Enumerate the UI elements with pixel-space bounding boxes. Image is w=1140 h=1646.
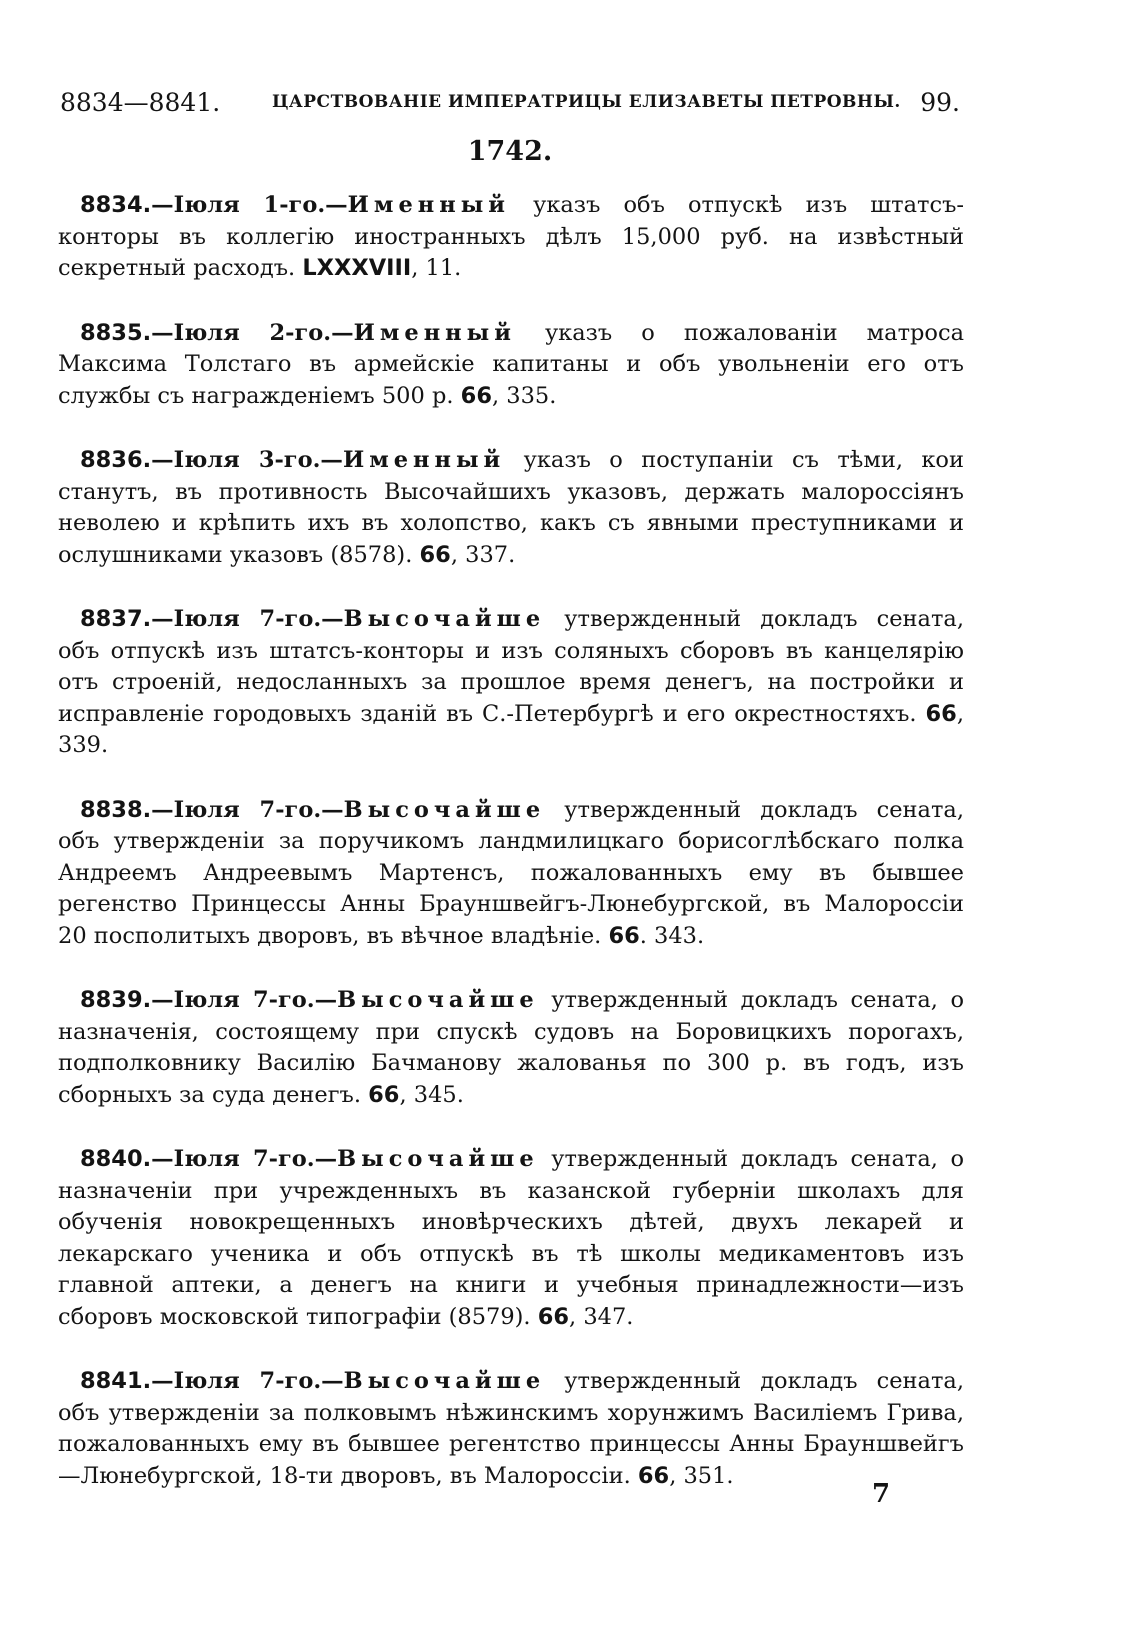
entry-number: 8835.: [80, 319, 152, 346]
entry-text: указъ о пожалованіи матроса Максима Толстаго въ армейскіе капитаны и объ увольненіи его отъ службы съ награжденіемъ 500 р.: [58, 319, 964, 409]
entry-date: —Іюля 7-го.—: [151, 987, 338, 1013]
entry-kind: Высочайше: [343, 796, 546, 823]
entry-date: —Іюля 7-го.—: [151, 1146, 338, 1172]
decree-entry: [58, 445, 964, 571]
entry-volume: 66: [925, 700, 957, 727]
entry-volume: 66: [419, 541, 451, 568]
entry-kind: Высочайше: [337, 987, 539, 1013]
entry-page: , 345.: [399, 1081, 464, 1108]
decree-entry: [58, 1366, 964, 1492]
decree-entry: [58, 795, 964, 953]
decree-entry: [58, 985, 964, 1111]
decree-entry: [58, 190, 964, 285]
decree-entry: [58, 604, 964, 762]
entry-kind: Именный: [353, 319, 516, 346]
entry-kind: Высочайше: [337, 1146, 539, 1172]
entry-text: утвержденный докладъ сената, о назначеніи при учрежденныхъ въ казанской губерніи школахъ для обученія новокрещенныхъ иновѣрческихъ дѣтей, двухъ лекарей и лекарскаго ученика и объ отпускѣ въ тѣ школы медикаментовъ изъ главной аптеки, а денегъ на книги и учебныя принадлежности—изъ сборовъ московской типографіи (8579).: [58, 1146, 965, 1330]
entry-date: —Іюля 7-го.—: [151, 796, 344, 823]
entry-number: 8836.: [80, 447, 152, 473]
entry-page: , 337.: [450, 541, 516, 568]
entry-range: 8834—8841.: [60, 88, 221, 117]
entry-kind: Именный: [342, 447, 506, 473]
entry-kind: Именный: [347, 192, 510, 218]
entry-text: утвержденный докладъ сената, объ утвержденіи за поручикомъ ландмилицкаго борисоглѣбскаго полка Андреемъ Андреевымъ Мартенсъ, пожалованныхъ ему въ бывшее регенство Принцессы Анны Брауншвейгъ-Люнебургской, въ Малороссіи 20 посполитыхъ дворовъ, въ вѣчное владѣніе.: [58, 796, 964, 949]
entry-number: 8841.: [80, 1368, 152, 1394]
entry-kind: Высочайше: [343, 606, 546, 632]
entry-text: утвержденный докладъ сената, объ утвержденіи за полковымъ нѣжинскимъ хорунжимъ Василіемъ Грива, пожалованныхъ ему въ бывшее регентство принцессы Анны Брауншвейгъ—Люнебургской, 18-ти дворовъ, въ Малороссіи.: [58, 1368, 964, 1489]
entry-page: , 335.: [491, 382, 557, 409]
entry-number: 8837.: [80, 606, 152, 632]
entry-text: указъ объ отпускѣ изъ штатсъ-конторы въ коллегію иностранныхъ дѣлъ 15,000 руб. на извѣстный секретный расходъ.: [58, 192, 964, 281]
entry-page: , 339.: [58, 700, 964, 758]
entry-kind: Высочайше: [343, 1368, 546, 1394]
decree-entry: [58, 318, 964, 413]
entry-page: , 11.: [411, 255, 462, 281]
decree-entry: [58, 1144, 964, 1333]
entry-page: , 347.: [569, 1303, 634, 1330]
entry-volume: 66: [537, 1303, 570, 1330]
entry-date: —Іюля 2-го.—: [151, 319, 354, 346]
entry-date: —Іюля 1-го.—: [151, 192, 348, 218]
entry-volume: 66: [637, 1462, 670, 1489]
entry-volume: LXXXVIII: [302, 255, 412, 281]
sheet-signature: 7: [872, 1479, 891, 1509]
entry-number: 8840.: [80, 1146, 152, 1172]
entries-list: [58, 190, 964, 1525]
page-number: 99.: [920, 88, 960, 117]
entry-text: утвержденный докладъ сената, объ отпускѣ изъ штатсъ-конторы и изъ соляныхъ сборовъ въ канцелярію отъ строеній, недосланныхъ за прошлое время денегъ, на постройки и исправленіе городовыхъ зданій въ С.-Петербургѣ и его окрестностяхъ.: [58, 606, 964, 727]
year-heading: 1742.: [467, 136, 553, 167]
entry-text: указъ о поступаніи съ тѣми, кои станутъ, въ противность Высочайшихъ указовъ, держать малороссіянъ неволею и крѣпить ихъ въ холопство, какъ съ явными преступниками и ослушниками указовъ (8578).: [58, 447, 964, 568]
entry-number: 8839.: [80, 987, 152, 1013]
entry-number: 8838.: [80, 796, 152, 823]
entry-page: , 351.: [669, 1462, 734, 1489]
entry-date: —Іюля 7-го.—: [151, 606, 344, 632]
entry-text: утвержденный докладъ сената, о назначенія, состоящему при спускѣ судовъ на Боровицкихъ порогахъ, подполковнику Василію Бачманову жалованья по 300 р. въ годъ, изъ сборныхъ за суда денегъ.: [58, 987, 965, 1108]
entry-volume: 66: [460, 382, 492, 409]
entry-date: —Іюля 7-го.—: [151, 1368, 344, 1394]
entry-date: —Іюля 3-го.—: [151, 447, 343, 473]
running-title: ЦАРСТВОВАНІЕ ИМПЕРАТРИЦЫ ЕЛИЗАВЕТЫ ПЕТРОВНЫ.: [272, 92, 901, 112]
entry-volume: 66: [368, 1081, 400, 1108]
running-head: [60, 88, 960, 122]
entry-volume: 66: [608, 922, 640, 949]
entry-number: 8834.: [80, 192, 152, 218]
entry-page: . 343.: [639, 922, 705, 949]
